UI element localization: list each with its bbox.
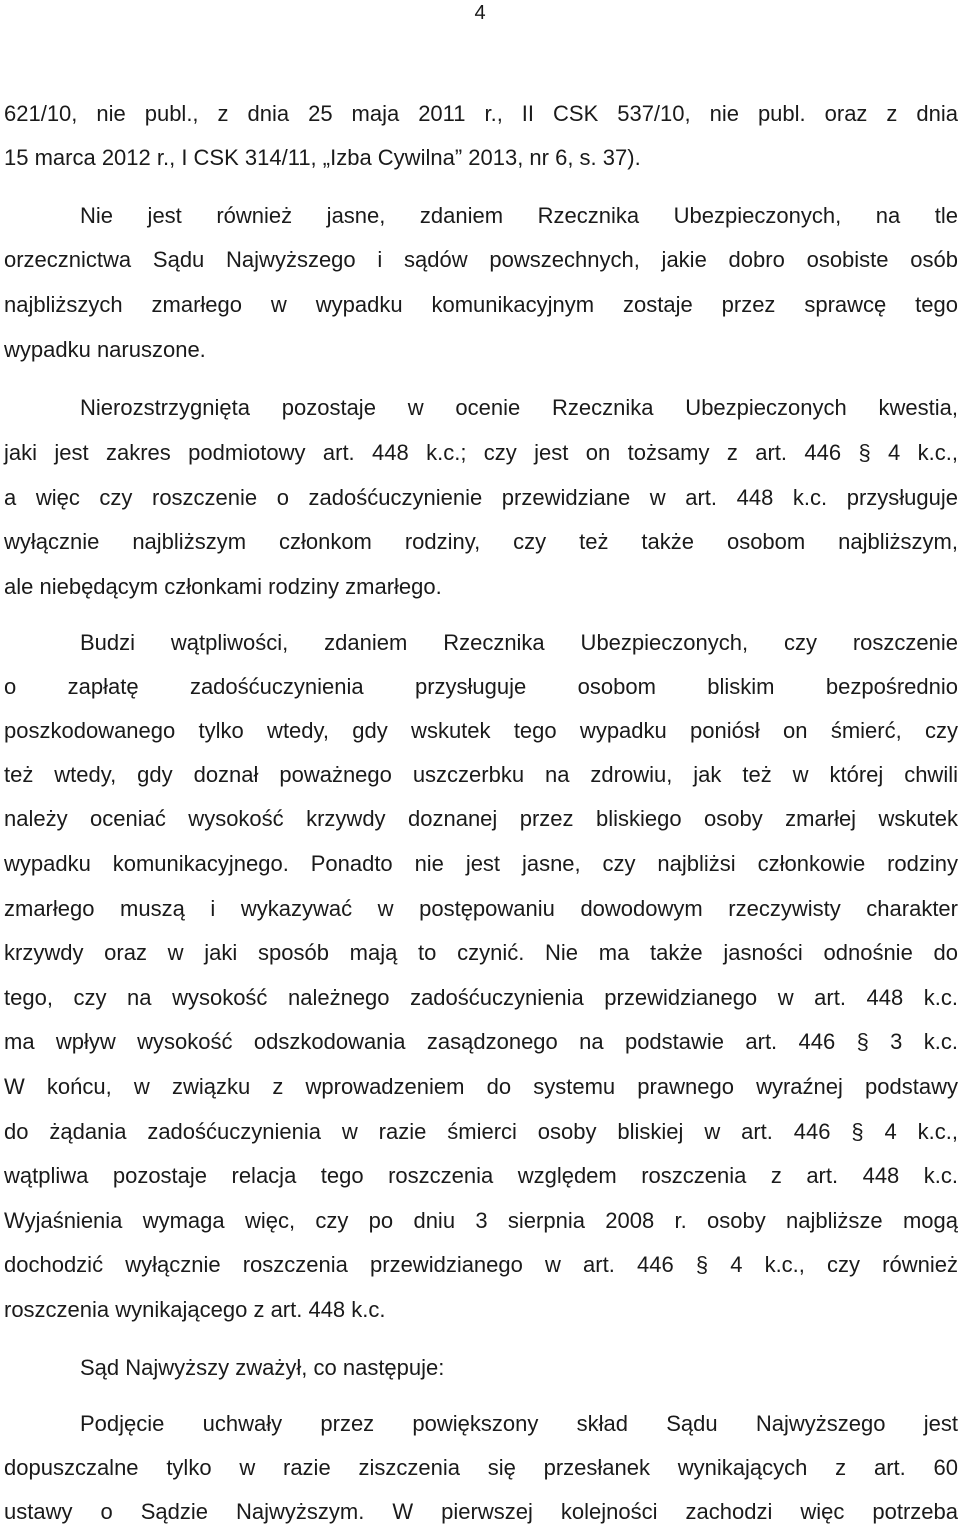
text-line: Wyjaśnienia wymaga więc, czy po dniu 3 sierpnia 2008 r. osoby najbliższe mogą [4,1208,958,1233]
text-line: 621/10, nie publ., z dnia 25 maja 2011 r., II CSK 537/10, nie publ. oraz z dnia [4,101,958,126]
text-line: W końcu, w związku z wprowadzeniem do systemu prawnego wyraźnej podstawy [4,1074,958,1099]
text-line: Nierozstrzygnięta pozostaje w ocenie Rzecznika Ubezpieczonych kwestia, [80,395,958,420]
text-line: roszczenia wynikającego z art. 448 k.c. [4,1297,386,1322]
text-line: tego, czy na wysokość należnego zadośćuczynienia przewidzianego w art. 448 k.c. [4,985,958,1010]
text-line: też wtedy, gdy doznał poważnego uszczerbku na zdrowiu, jak też w której chwili [4,762,958,787]
text-line: a więc czy roszczenie o zadośćuczynienie przewidziane w art. 448 k.c. przysługuje [4,485,958,510]
text-line: Podjęcie uchwały przez powiększony skład Sądu Najwyższego jest [80,1411,958,1436]
text-line: zmarłego muszą i wykazywać w postępowaniu dowodowym rzeczywisty charakter [4,896,958,921]
text-line: wypadku komunikacyjnego. Ponadto nie jest jasne, czy najbliżsi członkowie rodziny [4,851,958,876]
text-line: 15 marca 2012 r., I CSK 314/11, „Izba Cywilna” 2013, nr 6, s. 37). [4,145,641,170]
text-line: Sąd Najwyższy zważył, co następuje: [80,1355,445,1380]
text-line: należy oceniać wysokość krzywdy doznanej przez bliskiego osoby zmarłej wskutek [4,806,958,831]
text-line: orzecznictwa Sądu Najwyższego i sądów powszechnych, jakie dobro osobiste osób [4,247,958,272]
text-line: najbliższych zmarłego w wypadku komunikacyjnym zostaje przez sprawcę tego [4,292,958,317]
text-line: krzywdy oraz w jaki sposób mają to czynić. Nie ma także jasności odnośnie do [4,940,958,965]
text-line: wątpliwa pozostaje relacja tego roszczenia względem roszczenia z art. 448 k.c. [4,1163,958,1188]
text-line: do żądania zadośćuczynienia w razie śmierci osoby bliskiej w art. 446 § 4 k.c., [4,1119,958,1144]
text-line: dochodzić wyłącznie roszczenia przewidzianego w art. 446 § 4 k.c., czy również [4,1252,958,1277]
text-line: dopuszczalne tylko w razie ziszczenia się przesłanek wynikających z art. 60 [4,1455,958,1480]
page-number: 4 [474,2,486,24]
text-line: ma wpływ wysokość odszkodowania zasądzonego na podstawie art. 446 § 3 k.c. [4,1029,958,1054]
text-line: wyłącznie najbliższym członkom rodziny, czy też także osobom najbliższym, [4,529,958,554]
text-line: Budzi wątpliwości, zdaniem Rzecznika Ubezpieczonych, czy roszczenie [80,630,958,655]
text-line: jaki jest zakres podmiotowy art. 448 k.c.; czy jest on tożsamy z art. 446 § 4 k.c., [4,440,958,465]
text-line: o zapłatę zadośćuczynienia przysługuje osobom bliskim bezpośrednio [4,674,958,699]
text-line: Nie jest również jasne, zdaniem Rzecznika Ubezpieczonych, na tle [80,203,958,228]
text-line: ustawy o Sądzie Najwyższym. W pierwszej kolejności zachodzi więc potrzeba [4,1499,958,1524]
text-line: ale niebędącym członkami rodziny zmarłego. [4,574,442,599]
text-line: poszkodowanego tylko wtedy, gdy wskutek tego wypadku poniósł on śmierć, czy [4,718,958,743]
text-line: wypadku naruszone. [4,337,206,362]
